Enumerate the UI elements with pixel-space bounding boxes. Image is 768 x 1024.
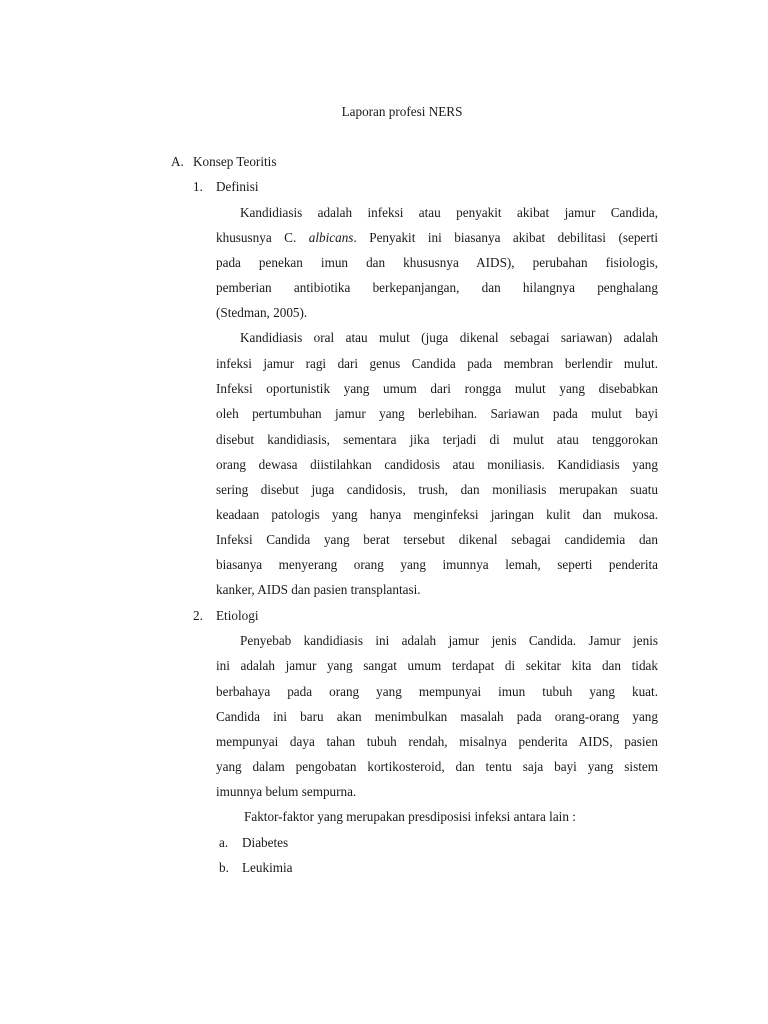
item-1-marker: 1. bbox=[193, 179, 203, 194]
p3-line-4: Candida ini baru akan menimbulkan masalah pada orang-orang yang bbox=[216, 709, 658, 724]
p3-line-3: berbahaya pada orang yang mempunyai imun tubuh yang kuat. bbox=[216, 684, 658, 699]
paragraph-faktor: Faktor-faktor yang merupakan presdiposisi infeksi antara lain : bbox=[244, 809, 576, 824]
list-item-a-marker: a. bbox=[219, 835, 229, 850]
p1-line-5: (Stedman, 2005). bbox=[216, 305, 308, 320]
p1-line-2 bbox=[216, 230, 658, 246]
p3-line-6: yang dalam pengobatan kortikosteroid, dan tentu saja bayi yang sistem bbox=[216, 759, 658, 774]
list-item-b-label: Leukimia bbox=[242, 860, 293, 875]
item-1-heading: Definisi bbox=[216, 179, 259, 194]
p3-line-5: mempunyai daya tahan tubuh rendah, misalnya penderita AIDS, pasien bbox=[216, 734, 658, 749]
list-item-a-label: Diabetes bbox=[242, 835, 289, 850]
p2-line-8: keadaan patologis yang hanya menginfeksi jaringan kulit dan mukosa. bbox=[216, 507, 658, 522]
p3-line-7: imunnya belum sempurna. bbox=[216, 784, 357, 799]
p2-line-1: Kandidiasis oral atau mulut (juga dikenal sebagai sariawan) adalah bbox=[240, 330, 658, 345]
p2-line-6: orang dewasa diistilahkan candidosis atau moniliasis. Kandidiasis yang bbox=[216, 457, 658, 472]
p2-line-11: kanker, AIDS dan pasien transplantasi. bbox=[216, 582, 421, 597]
p2-line-2: infeksi jamur ragi dari genus Candida pada membran berlendir mulut. bbox=[216, 356, 658, 371]
section-a-heading: Konsep Teoritis bbox=[193, 154, 277, 169]
p1-line-2-italic: albicans bbox=[308, 230, 354, 245]
p1-line-2-post: . Penyakit ini biasanya akibat debilitasi (seperti bbox=[353, 230, 658, 245]
p2-line-4: oleh pertumbuhan jamur yang berlebihan. Sariawan pada mulut bayi bbox=[216, 406, 658, 421]
p1-line-3: pada penekan imun dan khususnya AIDS), perubahan fisiologis, bbox=[216, 255, 658, 270]
p3-line-2: ini adalah jamur yang sangat umum terdapat di sekitar kita dan tidak bbox=[216, 658, 658, 673]
p1-line-2-pre: khususnya C. bbox=[216, 230, 309, 245]
p2-line-3: Infeksi oportunistik yang umum dari rongga mulut yang disebabkan bbox=[216, 381, 658, 396]
p1-line-4: pemberian antibiotika berkepanjangan, dan hilangnya penghalang bbox=[216, 280, 658, 295]
section-a-marker: A. bbox=[171, 154, 184, 169]
p3-line-1: Penyebab kandidiasis ini adalah jamur jenis Candida. Jamur jenis bbox=[240, 633, 658, 648]
p2-line-10: biasanya menyerang orang yang imunnya lemah, seperti penderita bbox=[216, 557, 658, 572]
p2-line-7: sering disebut juga candidosis, trush, dan moniliasis merupakan suatu bbox=[216, 482, 658, 497]
p1-line-1: Kandidiasis adalah infeksi atau penyakit akibat jamur Candida, bbox=[240, 205, 658, 220]
document-title: Laporan profesi NERS bbox=[341, 104, 463, 119]
item-2-marker: 2. bbox=[193, 608, 203, 623]
list-item-b-marker: b. bbox=[219, 860, 229, 875]
p2-line-9: Infeksi Candida yang berat tersebut dikenal sebagai candidemia dan bbox=[216, 532, 658, 547]
p2-line-5: disebut kandidiasis, sementara jika terjadi di mulut atau tenggorokan bbox=[216, 432, 658, 447]
item-2-heading: Etiologi bbox=[216, 608, 259, 623]
